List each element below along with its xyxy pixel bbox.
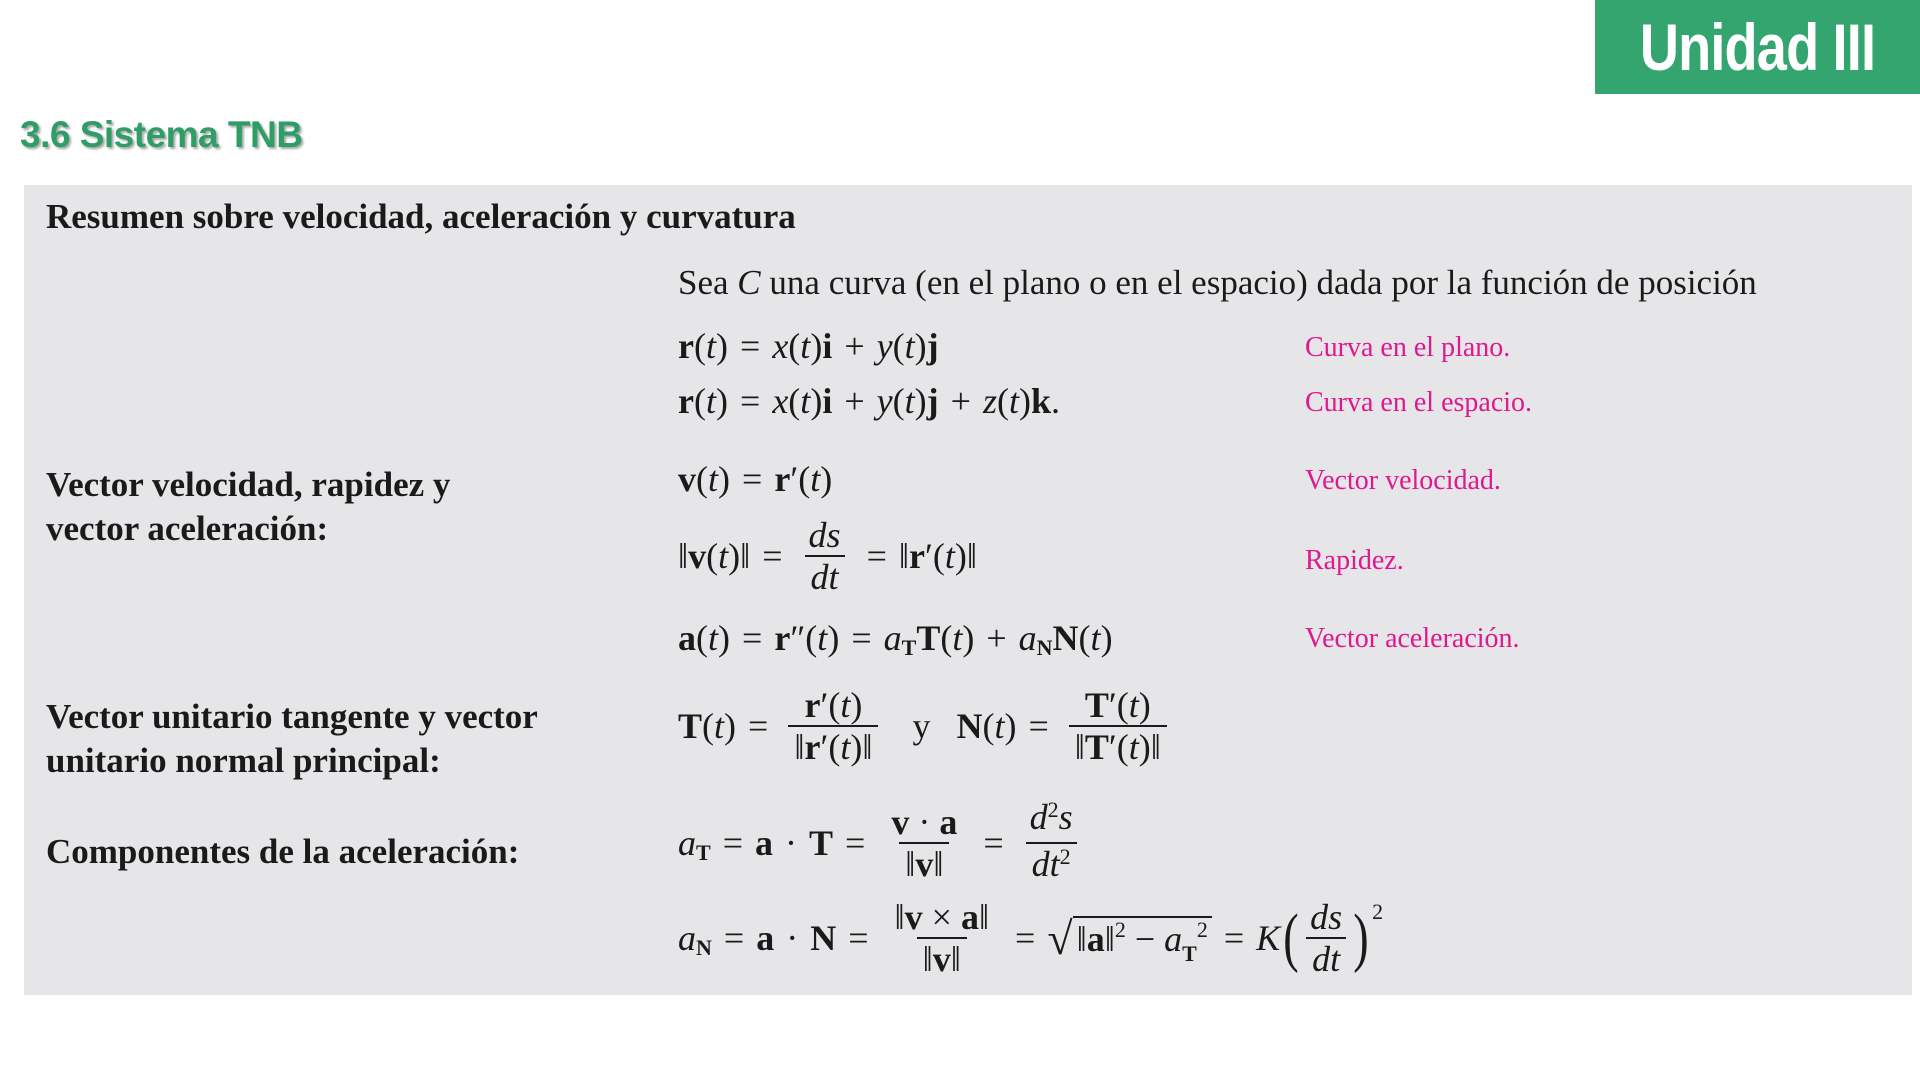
label-velocity-group (46, 463, 450, 551)
unit-badge (1595, 0, 1920, 94)
note-plane-curve: Curva en el plano. (1305, 332, 1511, 363)
label-line: Vector velocidad, rapidez y (46, 465, 451, 504)
unit-badge-label: Unidad III (1639, 10, 1876, 84)
intro-text: Sea C una curva (en el plano o en el espacio) dada por la función de posición (678, 263, 1757, 302)
equation-plane-curve: r ( t ) = x ( t ) i + y ( t ) j (678, 326, 939, 366)
panel-title: Resumen sobre velocidad, aceleración y curvatura (46, 197, 796, 236)
section-title: 3.6 Sistema TNB (20, 114, 303, 155)
note-acceleration: Vector aceleración. (1305, 623, 1520, 654)
equation-speed: ‖ v ( t )‖ = $\frac{ds}{dt}$ = ‖ r ′( t )‖ (678, 515, 977, 597)
label-line: unitario normal principal: (46, 741, 441, 780)
equation-tangential-component: a T = a · T = $\frac{v \cdot a}{‖v‖}$ = $\frac{d^2s}{dt^2}$ (678, 797, 1087, 889)
label-line: Vector unitario tangente y vector (46, 697, 538, 736)
equation-acceleration: a ( t ) = r ″( t ) = a T T ( t ) + a N N ( t ) (678, 618, 1113, 660)
note-velocity: Vector velocidad. (1305, 465, 1501, 496)
equation-unit-vectors: T ( t ) = $\frac{r'(t)}{‖r'(t)‖}$ y N ( t ) = $\frac{T'(t)}{‖T'(t)‖}$ (678, 685, 1175, 767)
label-components: Componentes de la aceleración: (46, 832, 520, 871)
equation-normal-component: a N = a · N = $\frac{‖v \times a‖}{‖v‖}$ = √ ‖a‖$^2$ − $a_T^2$ = K ( $\frac{ds}{dt}$ ) 2 (678, 897, 1384, 979)
equation-space-curve: r ( t ) = x ( t ) i + y ( t ) j + z ( t ) k . (678, 381, 1061, 421)
note-space-curve: Curva en el espacio. (1305, 387, 1533, 418)
connector-y: y (912, 706, 931, 746)
label-line: vector aceleración: (46, 509, 329, 548)
summary-panel (24, 185, 1912, 995)
note-speed: Rapidez. (1305, 545, 1404, 576)
equation-velocity: v ( t ) = r ′( t ) (678, 459, 833, 499)
label-unit-vectors (46, 695, 538, 783)
